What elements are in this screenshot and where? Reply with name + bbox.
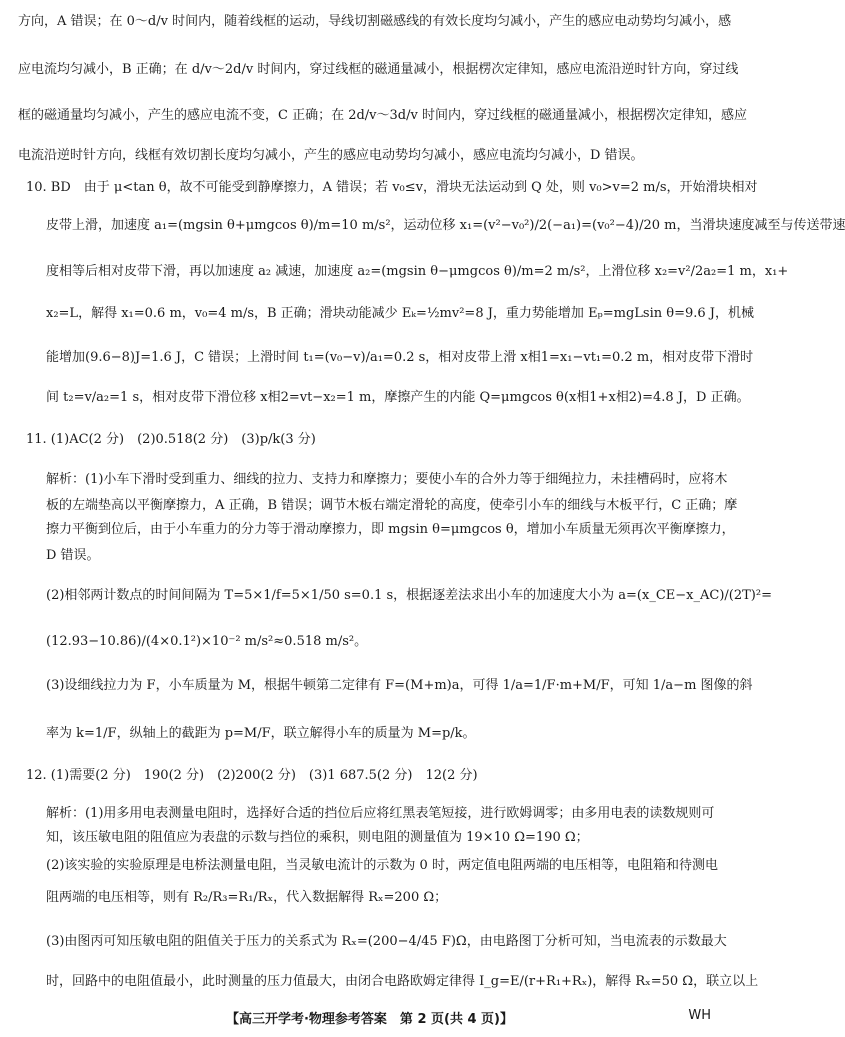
text-line: (3)由图丙可知压敏电阻的阻值关于压力的关系式为 Rₓ=(200−4/45 F)Ω，由电路图丁分析可知，当电流表的示数最大: [46, 934, 727, 949]
text-line: (12.93−10.86)/(4×0.1²)×10⁻² m/s²≈0.518 m/s²。: [46, 634, 368, 649]
question-11-line: 11. (1)AC(2 分) (2)0.518(2 分) (3)p/k(3 分): [26, 432, 316, 447]
text-line: x₂=L，解得 x₁=0.6 m，v₀=4 m/s，B 正确；滑块动能减少 Eₖ=½mv²=8 J，重力势能增加 Eₚ=mgLsin θ=9.6 J，机械: [46, 306, 754, 321]
text-line: (3)设细线拉力为 F，小车质量为 M，根据牛顿第二定律有 F=(M+m)a，可得 1/a=1/F·m+M/F，可知 1/a−m 图像的斜: [46, 678, 753, 693]
text-line: 解析：(1)小车下滑时受到重力、细线的拉力、支持力和摩擦力；要使小车的合外力等于细绳拉力，未挂槽码时，应将木: [46, 472, 728, 487]
footer-code: WH: [688, 1008, 711, 1023]
text-line: (2)该实验的实验原理是电桥法测量电阻，当灵敏电流计的示数为 0 时，两定值电阻两端的电压相等，电阻箱和待测电: [46, 858, 718, 873]
text-line: 电流沿逆时针方向，线框有效切割长度均匀减小，产生的感应电动势均匀减小，感应电流均匀减小，D 错误。: [18, 148, 644, 163]
text-line: 框的磁通量均匀减小，产生的感应电流不变，C 正确；在 2d/v～3d/v 时间内，穿过线框的磁通量减小，根据楞次定律知，感应: [18, 108, 747, 123]
text-line: 解析：(1)用多用电表测量电阻时，选择好合适的挡位后应将红黑表笔短接，进行欧姆调零；由多用电表的读数规则可: [46, 806, 715, 821]
question-12-line: 12. (1)需要(2 分) 190(2 分) (2)200(2 分) (3)1 687.5(2 分) 12(2 分): [26, 768, 478, 783]
page-footer: 【高三开学考·物理参考答案 第 2 页(共 4 页)】: [225, 1012, 514, 1027]
text-line: 阻两端的电压相等，则有 R₂/R₃=R₁/Rₓ，代入数据解得 Rₓ=200 Ω；: [46, 890, 448, 905]
text-line: 方向，A 错误；在 0～d/v 时间内，随着线框的运动，导线切割磁感线的有效长度均匀减小，产生的感应电动势均匀减小，感: [18, 14, 732, 29]
text-line: 知，该压敏电阻的阻值应为表盘的示数与挡位的乘积，则电阻的测量值为 19×10 Ω=190 Ω；: [46, 830, 589, 845]
text-line: 能增加(9.6−8)J=1.6 J，C 错误；上滑时间 t₁=(v₀−v)/a₁=0.2 s，相对皮带上滑 x相1=x₁−vt₁=0.2 m，相对皮带下滑时: [46, 350, 754, 365]
question-10-line: 10. BD 由于 μ<tan θ，故不可能受到静摩擦力，A 错误；若 v₀≤v，滑块无法运动到 Q 处，则 v₀>v=2 m/s，开始滑块相对: [26, 180, 758, 195]
text-line: (2)相邻两计数点的时间间隔为 T=5×1/f=5×1/50 s=0.1 s，根据逐差法求出小车的加速度大小为 a=(x_CE−x_AC)/(2T)²=: [46, 588, 772, 603]
text-line: 间 t₂=v/a₂=1 s，相对皮带下滑位移 x相2=vt−x₂=1 m，摩擦产生的内能 Q=μmgcos θ(x相1+x相2)=4.8 J，D 正确。: [46, 390, 750, 405]
text-line: D 错误。: [46, 548, 100, 563]
text-line: 擦力平衡到位后，由于小车重力的分力等于滑动摩擦力，即 mgsin θ=μmgcos θ，增加小车质量无须再次平衡摩擦力，: [46, 522, 735, 537]
text-line: 率为 k=1/F，纵轴上的截距为 p=M/F，联立解得小车的质量为 M=p/k。: [46, 726, 476, 741]
text-line: 度相等后相对皮带下滑，再以加速度 a₂ 减速，加速度 a₂=(mgsin θ−μmgcos θ)/m=2 m/s²，上滑位移 x₂=v²/2a₂=1 m，x₁+: [46, 264, 789, 279]
text-line: 时，回路中的电阻值最小，此时测量的压力值最大，由闭合电路欧姆定律得 I_g=E/(r+R₁+Rₓ)，解得 Rₓ=50 Ω，联立以上: [46, 974, 759, 989]
text-line: 板的左端垫高以平衡摩擦力，A 正确，B 错误；调节木板右端定滑轮的高度，使牵引小车的细线与木板平行，C 正确；摩: [46, 498, 738, 513]
text-line: 应电流均匀减小，B 正确；在 d/v～2d/v 时间内，穿过线框的磁通量减小，根据楞次定律知，感应电流沿逆时针方向，穿过线: [18, 62, 739, 77]
text-line: 皮带上滑，加速度 a₁=(mgsin θ+μmgcos θ)/m=10 m/s²，运动位移 x₁=(v²−v₀²)/2(−a₁)=(v₀²−4)/20 m，当滑块速度减至与传送带速: [46, 218, 845, 233]
